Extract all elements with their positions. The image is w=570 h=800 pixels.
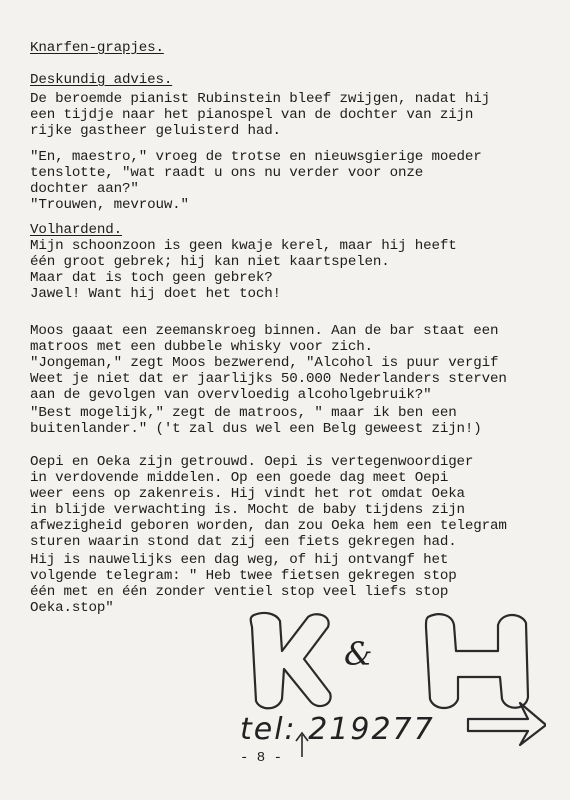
text-line: Oepi en Oeka zijn getrouwd. Oepi is vertegenwoordiger (30, 454, 474, 470)
text-line: "Jongeman," zegt Moos bezwerend, "Alcohol is puur vergif (30, 355, 499, 371)
text-line: in verdovende middelen. Op een goede dag meet Oepi (30, 470, 449, 486)
text-line: een tijdje naar het pianospel van de dochter van zijn (30, 107, 474, 123)
text-line: De beroemde pianist Rubinstein bleef zwijgen, nadat hij (30, 91, 491, 107)
text-line: Hij is nauwelijks een dag weg, of hij ontvangf het (30, 552, 449, 568)
text-line: "Best mogelijk," zegt de matroos, " maar ik ben een (30, 405, 457, 421)
text-line: één groot gebrek; hij kan niet kaartspelen. (30, 254, 390, 270)
text-line: volgende telegram: " Heb twee fietsen gekregen stop (30, 568, 457, 584)
section-heading-volhardend: Volhardend. (30, 222, 123, 238)
text-line: één met en één zonder ventiel stop veel liefs stop (30, 584, 449, 600)
text-line: buitenlander." ('t zal dus wel een Belg geweest zijn!) (30, 421, 482, 437)
text-line: aan de gevolgen van overvloedig alcoholgebruik?" (30, 387, 432, 403)
text-line: in blijde verwachting is. Mocht de baby tijdens zijn (30, 502, 465, 518)
text-line: matroos met een dubbele whisky voor zich. (30, 339, 373, 355)
telephone-number: tel: 219277 (240, 712, 435, 747)
text-line: dochter aan?" (30, 181, 139, 197)
text-line: "Trouwen, mevrouw." (30, 197, 189, 213)
text-line: weer eens op zakenreis. Hij vindt het rot omdat Oeka (30, 486, 465, 502)
text-line: rijke gastheer geluisterd had. (30, 123, 281, 139)
text-line: "En, maestro," vroeg de trotse en nieuwsgierige moeder (30, 149, 482, 165)
page-title: Knarfen-grapjes. (30, 40, 164, 56)
text-line: Weet je niet dat er jaarlijks 50.000 Nederlanders sterven (30, 371, 507, 387)
section-heading-deskundig-advies: Deskundig advies. (30, 72, 173, 88)
text-line: Mijn schoonzoon is geen kwaje kerel, maar hij heeft (30, 238, 457, 254)
text-line: Jawel! Want hij doet het toch! (30, 286, 281, 302)
text-line: tenslotte, "wat raadt u ons nu verder voor onze (30, 165, 424, 181)
page-number: - 8 - (240, 750, 283, 766)
text-line: Moos gaaat een zeemanskroeg binnen. Aan de bar staat een (30, 323, 499, 339)
logo-letter-k (251, 613, 331, 708)
arrow-right-icon (468, 703, 546, 745)
logo-letter-h (426, 614, 528, 708)
text-line: afwezigheid geboren worden, dan zou Oeka hem een telegram (30, 518, 507, 534)
text-line: Maar dat is toch geen gebrek? (30, 270, 273, 286)
logo-ampersand: & (344, 635, 373, 673)
text-line: sturen waarin stond dat zij een fiets gekregen had. (30, 534, 457, 550)
text-line: Oeka.stop" (30, 600, 114, 616)
